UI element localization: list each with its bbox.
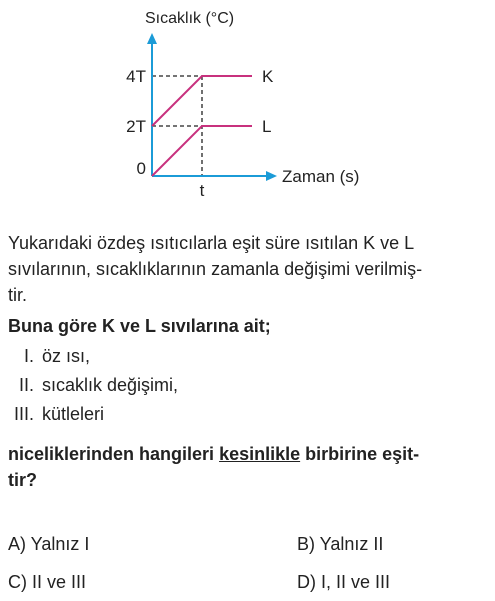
intro-line-2: sıvılarının, sıcaklıklarının zamanla değişimi verilmiş- xyxy=(8,259,423,279)
question-prompt: Buna göre K ve L sıvılarına ait; xyxy=(8,316,271,336)
option-d[interactable]: D) I, II ve III xyxy=(297,572,391,592)
question-intro xyxy=(8,230,488,308)
temperature-time-chart xyxy=(0,0,495,200)
intro-line-3: tir. xyxy=(8,285,28,305)
y-tick-0: 0 xyxy=(136,159,146,178)
y-axis-label: Sıcaklık (°C) xyxy=(145,10,235,27)
intro-line-1: Yukarıdaki özdeş ısıtıcılarla eşit süre ısıtılan K ve L xyxy=(8,233,415,253)
option-c[interactable]: C) II ve III xyxy=(8,572,87,592)
x-axis-label: Zaman (s) xyxy=(282,167,360,186)
statement-3: III. kütleleri xyxy=(13,404,105,424)
option-b[interactable]: B) Yalnız II xyxy=(297,534,384,554)
emphasis-word: kesinlikle xyxy=(219,444,301,464)
ask-line-1: niceliklerinden hangileri kesinlikle birbirine eşit- xyxy=(8,444,420,464)
series-label-k: K xyxy=(262,67,274,86)
y-axis-arrow xyxy=(147,33,157,44)
ask-line-2: tir? xyxy=(8,470,37,490)
statement-1: I. öz ısı, xyxy=(23,346,91,366)
y-tick-4t: 4T xyxy=(126,67,146,86)
x-axis-arrow xyxy=(266,171,277,181)
x-tick-t: t xyxy=(199,181,205,200)
y-tick-2t: 2T xyxy=(126,117,146,136)
statement-2: II. sıcaklık değişimi, xyxy=(18,375,179,395)
series-label-l: L xyxy=(262,117,272,136)
question-ask xyxy=(8,441,488,493)
option-a[interactable]: A) Yalnız I xyxy=(8,534,90,554)
statement-list xyxy=(8,343,488,427)
